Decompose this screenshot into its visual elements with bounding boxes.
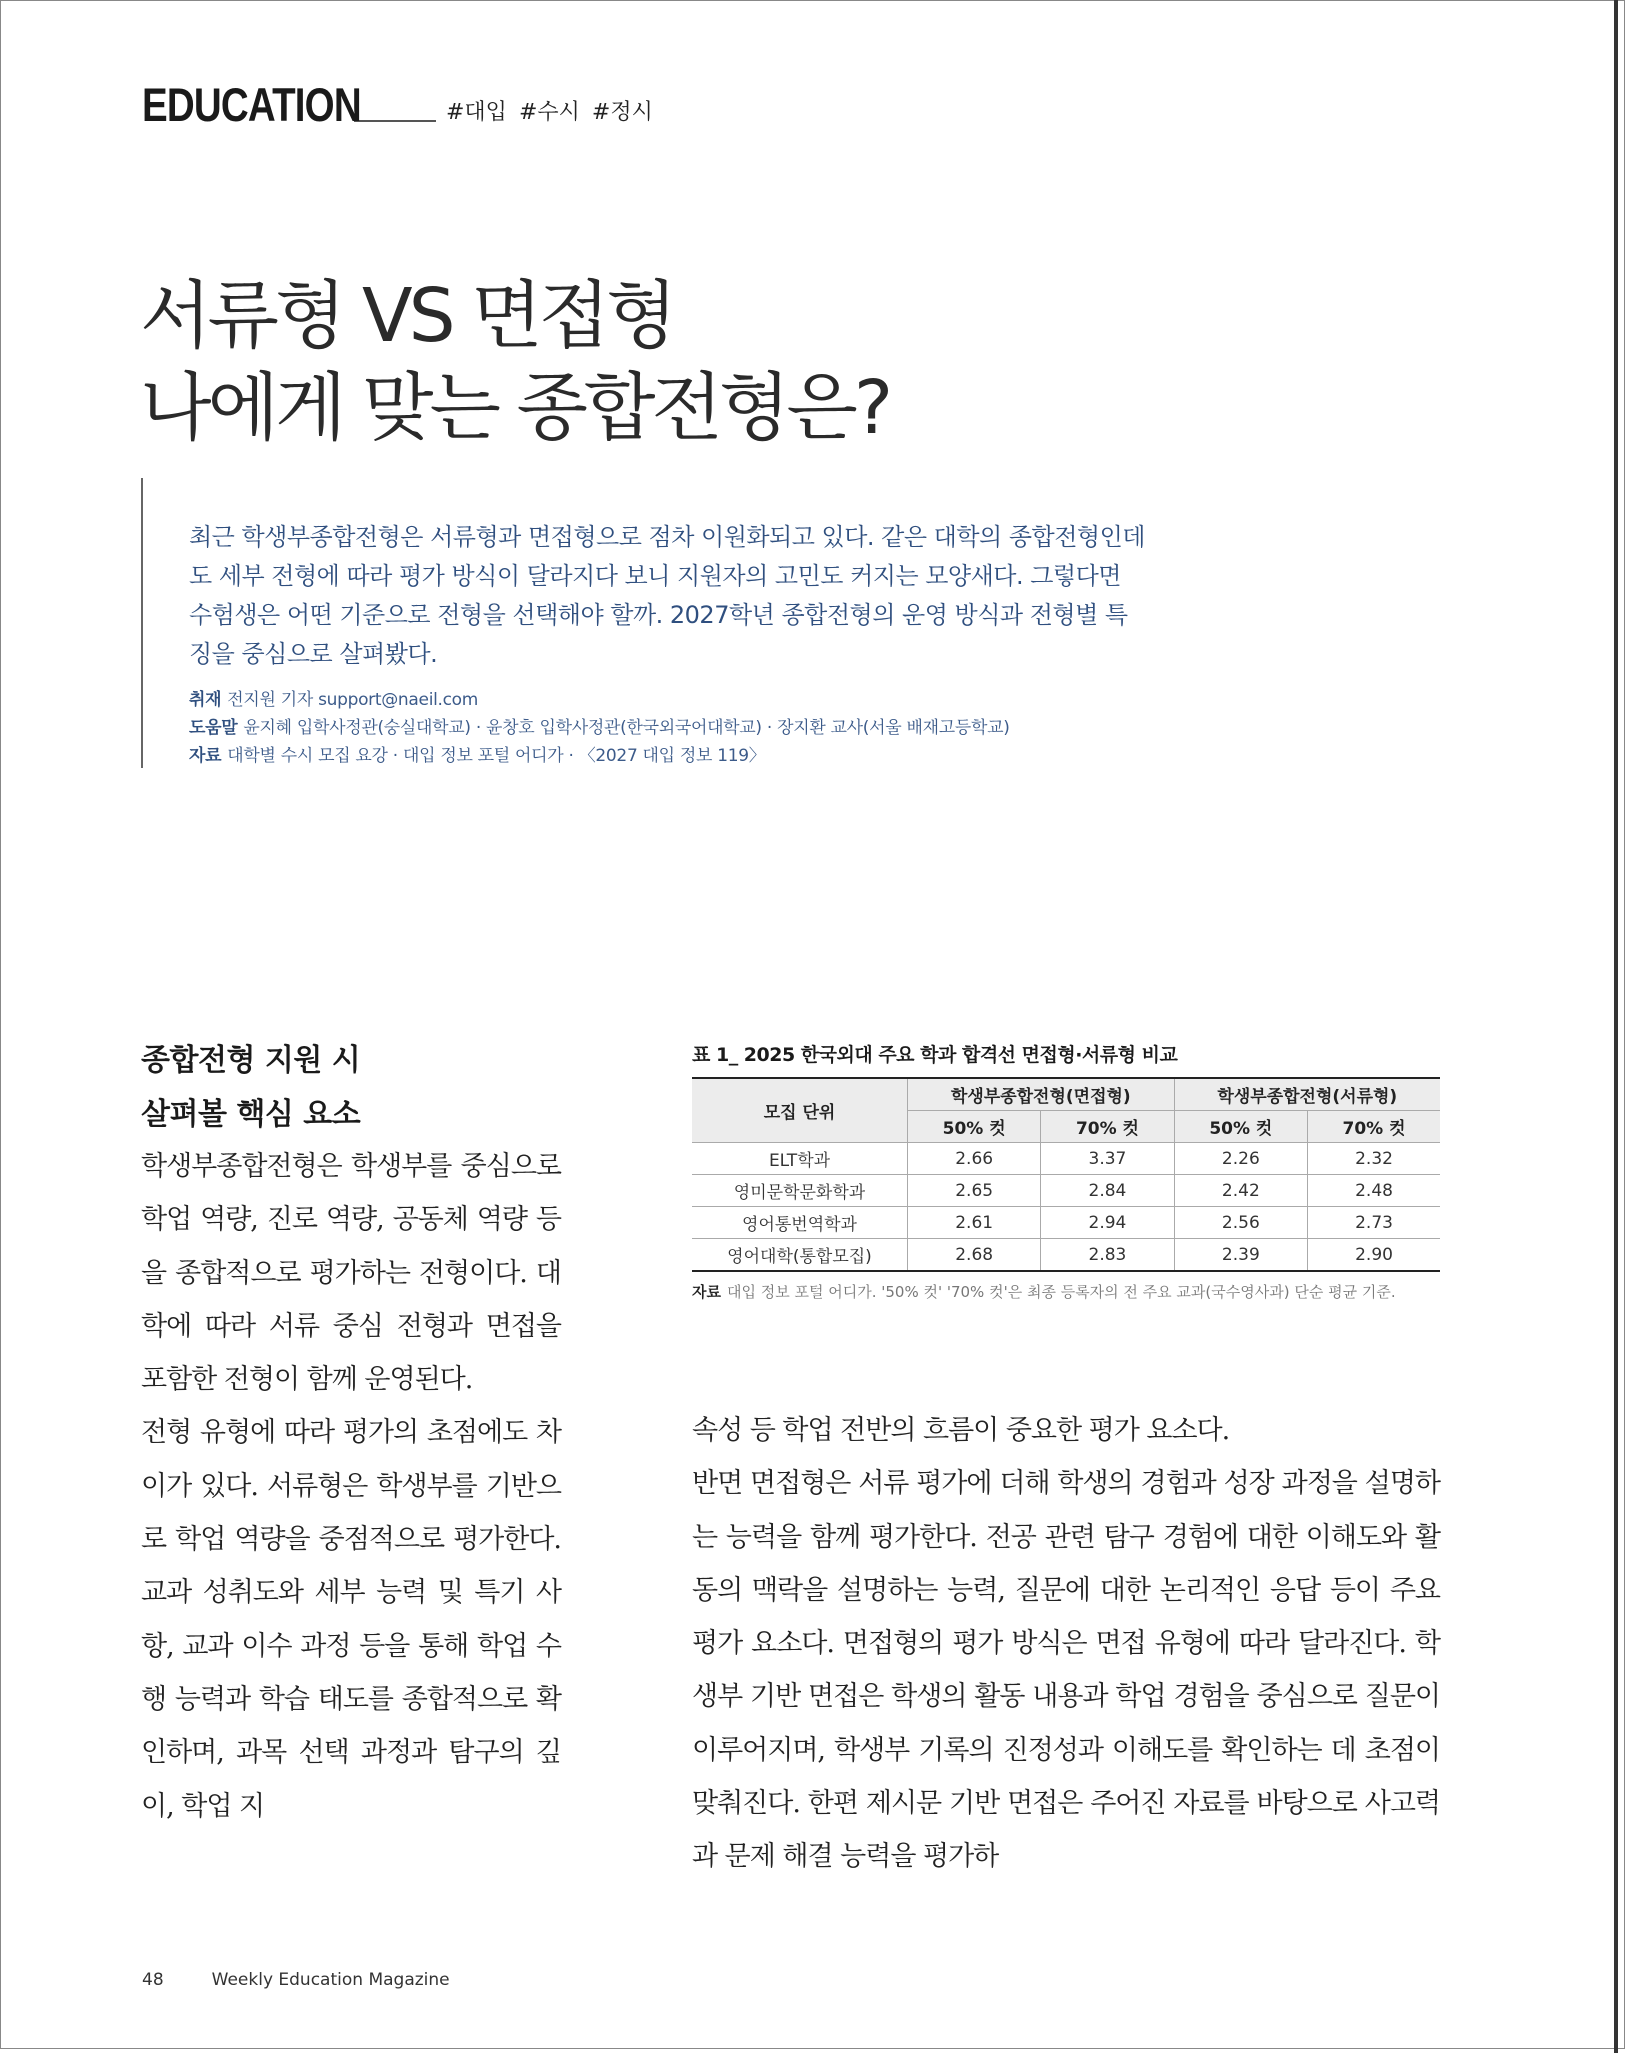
right-column [692,1404,1440,1884]
body-paragraph: 반면 면접형은 서류 평가에 더해 학생의 경험과 성장 과정을 설명하는 능력을 함께 평가한다. 전공 관련 탐구 경험에 대한 이해도와 활동의 맥락을 설명하는 능력, 질문에 대한 논리적인 응답 등이 주요 평가 요소다. 면접형의 평가 방식은 면접 유형에 따라 달라진다. 학생부 기반 면접은 학생의 활동 내용과 학업 경험을 중심으로 질문이 이루어지며, 학생부 기록의 진정성과 이해도를 확인하는 데 초점이 맞춰진다. 한편 제시문 기반 면접은 주어진 자료를 바탕으로 사고력과 문제 해결 능력을 평가하 [692,1468,1440,1873]
sub-header: 70% 컷 [1308,1111,1440,1143]
lead-bar [141,478,143,768]
note-text: 대입 정보 포털 어디가. '50% 컷' '70% 컷'은 최종 등록자의 전 주요 교과(국수영사과) 단순 평균 기준. [726,1283,1396,1301]
unit-header: 모집 단위 [692,1078,908,1143]
table-source-note [692,1282,1442,1302]
group-header-interview: 학생부종합전형(면접형) [908,1078,1175,1111]
comparison-table-block [692,1040,1442,1302]
unit-cell: ELT학과 [692,1143,908,1175]
title-line-2: 나에게 맞는 종합전형은? [140,365,890,451]
left-column [141,1140,561,1833]
sub-header: 50% 컷 [908,1111,1041,1143]
value-cell: 2.66 [908,1143,1041,1175]
value-cell: 2.39 [1174,1239,1307,1272]
page-edge-shadow [1614,0,1618,2053]
value-cell: 2.26 [1174,1143,1307,1175]
page-header [142,78,653,131]
value-cell: 2.84 [1041,1175,1174,1207]
article-title [140,270,889,454]
value-cell: 3.37 [1041,1143,1174,1175]
title-line-1: 서류형 VS 면접형 [140,273,674,359]
note-label: 자료 [692,1283,721,1301]
credit-text: 전지원 기자 support@naeil.com [227,690,479,710]
tag: #정시 [591,100,653,125]
value-cell: 2.42 [1174,1175,1307,1207]
value-cell: 2.94 [1041,1207,1174,1239]
tag-list [446,95,653,126]
section-title-line-1: 종합전형 지원 시 [141,1043,361,1078]
lead-paragraph: 최근 학생부종합전형은 서류형과 면접형으로 점차 이원화되고 있다. 같은 대학의 종합전형인데도 세부 전형에 따라 평가 방식이 달라지다 보니 지원자의 고민도 커지는 모양새다. 그렇다면 수험생은 어떤 기준으로 전형을 선택해야 할까. 2027학년 종합전형의 운영 방식과 전형별 특징을 중심으로 살펴봤다. [189,523,1145,668]
credit-label: 취재 [189,690,222,710]
section-title [141,1034,360,1142]
value-cell: 2.61 [908,1207,1041,1239]
page-number: 48 [142,1970,164,1990]
tag: #수시 [518,100,580,125]
credit-line [189,686,1010,714]
value-cell: 2.73 [1308,1207,1440,1239]
credit-line [189,742,1010,770]
credit-text: 윤지혜 입학사정관(숭실대학교) · 윤창호 입학사정관(한국외국어대학교) · 장지환 교사(서울 배재고등학교) [243,718,1010,738]
credit-label: 자료 [189,746,222,766]
header-rule [354,120,436,122]
magazine-name: Weekly Education Magazine [211,1970,450,1990]
page-footer [142,1970,450,1990]
table-row [692,1175,1440,1207]
sub-header: 70% 컷 [1041,1111,1174,1143]
unit-cell: 영어대학(통합모집) [692,1239,908,1272]
value-cell: 2.65 [908,1175,1041,1207]
value-cell: 2.83 [1041,1239,1174,1272]
unit-cell: 영미문학문화학과 [692,1175,908,1207]
value-cell: 2.90 [1308,1239,1440,1272]
section-title-line-2: 살펴볼 핵심 요소 [141,1097,361,1132]
unit-cell: 영어통번역학과 [692,1207,908,1239]
value-cell: 2.32 [1308,1143,1440,1175]
credit-line [189,714,1010,742]
credits [189,686,1010,770]
table-title: 표 1_ 2025 한국외대 주요 학과 합격선 면접형·서류형 비교 [692,1044,1178,1066]
body-paragraph: 속성 등 학업 전반의 흐름이 중요한 평가 요소다. [692,1415,1230,1446]
tag: #대입 [446,100,507,125]
value-cell: 2.56 [1174,1207,1307,1239]
table-row [692,1239,1440,1272]
section-brand: EDUCATION [142,78,361,131]
credit-label: 도움말 [189,718,238,738]
comparison-table [692,1077,1440,1272]
value-cell: 2.48 [1308,1175,1440,1207]
group-header-document: 학생부종합전형(서류형) [1174,1078,1440,1111]
value-cell: 2.68 [908,1239,1041,1272]
body-paragraph: 학생부종합전형은 학생부를 중심으로 학업 역량, 진로 역량, 공동체 역량 등을 종합적으로 평가하는 전형이다. 대학에 따라 서류 중심 전형과 면접을 포함한 전형이 함께 운영된다. [141,1151,561,1396]
table-row [692,1143,1440,1175]
body-paragraph: 전형 유형에 따라 평가의 초점에도 차이가 있다. 서류형은 학생부를 기반으로 학업 역량을 중점적으로 평가한다. 교과 성취도와 세부 능력 및 특기 사항, 교과 이수 과정 등을 통해 학업 수행 능력과 학습 태도를 종합적으로 확인하며, 과목 선택 과정과 탐구의 깊이, 학업 지 [141,1417,561,1822]
credit-text: 대학별 수시 모집 요강 · 대입 정보 포털 어디가 · 〈2027 대입 정보 119〉 [227,746,766,766]
table-row [692,1207,1440,1239]
sub-header: 50% 컷 [1174,1111,1307,1143]
